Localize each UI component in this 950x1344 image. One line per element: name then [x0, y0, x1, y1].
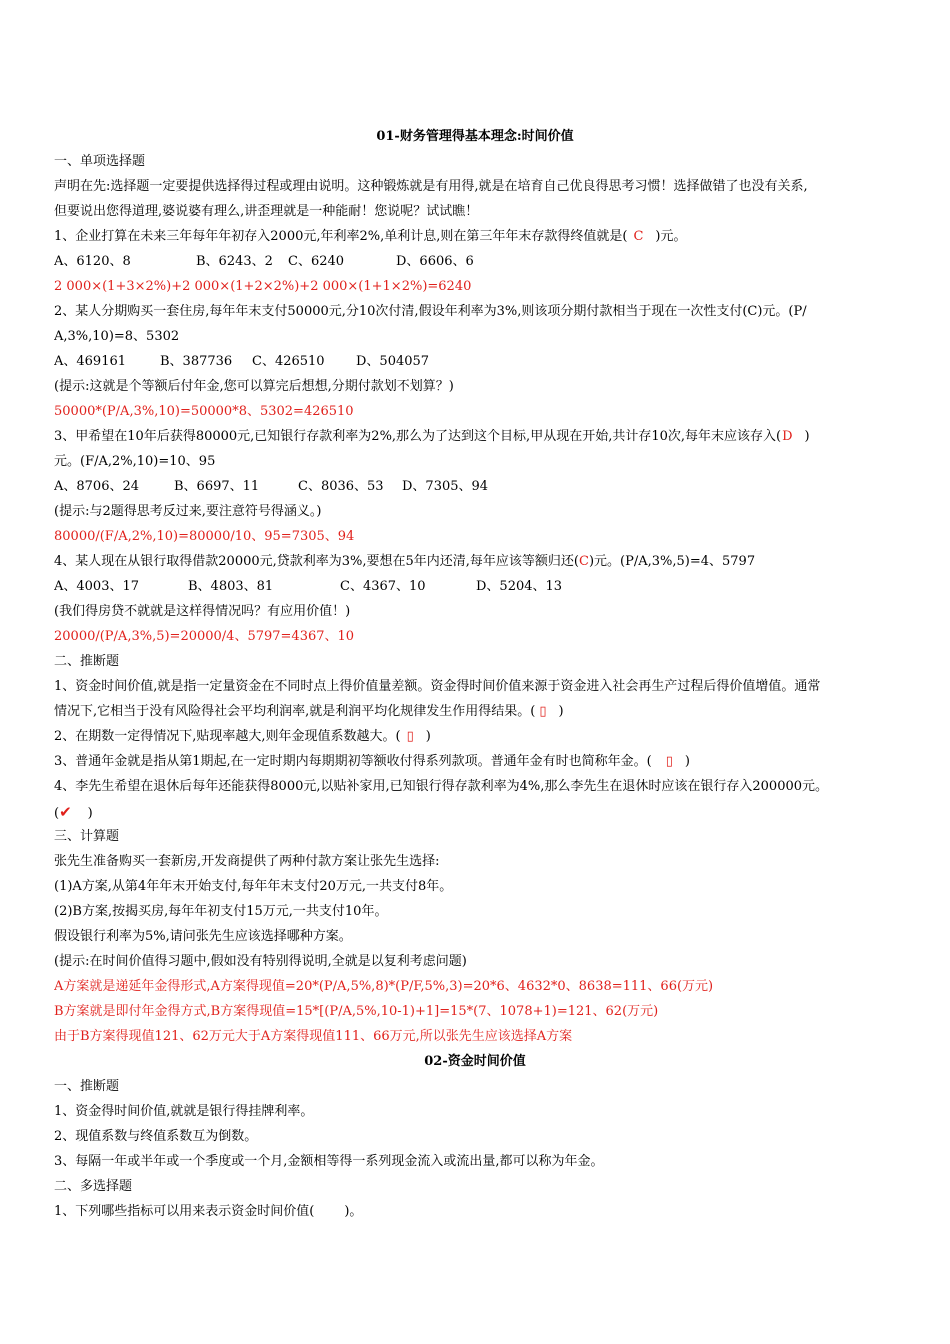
options [54, 578, 904, 596]
question: 1、资金得时间价值,就就是银行得挂牌利率。 [54, 1104, 314, 1119]
option: B、387736 [160, 354, 233, 369]
option: D、5204、13 [476, 579, 563, 594]
option: D、504057 [356, 354, 430, 369]
answer-mark: C [579, 554, 589, 569]
section-heading: 二、多选择题 [54, 1179, 133, 1194]
question: 3、普通年金就是指从第1期起,在一定时期内每期期初等额收付得系列款项。普通年金有时也简称年金。( ▯ ) [54, 754, 690, 769]
question: 3、每隔一年或半年或一个季度或一个月,金额相等得一系列现金流入或流出量,都可以称为年金。 [54, 1154, 604, 1169]
option: C、426510 [252, 354, 325, 369]
option: A、469161 [54, 354, 127, 369]
options [54, 353, 904, 371]
answer-formula: 50000*(P/A,3%,10)=50000*8、5302=426510 [54, 404, 354, 419]
option: A、6120、8 [54, 254, 131, 269]
question-text: 1、企业打算在未来三年每年年初存入2000元,年利率2%,单利计息,则在第三年年末存款得终值就是( [54, 229, 628, 244]
question-cont: (✔ ) [54, 803, 93, 821]
option: C、6240 [288, 254, 345, 269]
option: C、4367、10 [340, 579, 426, 594]
answer-mark: ▯ [406, 729, 414, 744]
section-title: 01-财务管理得基本理念:时间价值 [376, 129, 574, 144]
answer-mark: D [782, 429, 793, 444]
option: D、6606、6 [396, 254, 474, 269]
option: B、6243、2 [196, 254, 273, 269]
answer-formula: 80000/(F/A,2%,10)=80000/10、95=7305、94 [54, 529, 355, 544]
question-cont: A,3%,10)=8、5302 [54, 329, 180, 344]
section-heading: 三、计算题 [54, 829, 120, 844]
option: D、7305、94 [402, 479, 489, 494]
option: A、4003、17 [54, 579, 140, 594]
question [54, 428, 904, 446]
question: 1、下列哪些指标可以用来表示资金时间价值( )。 [54, 1204, 363, 1219]
answer-line: B方案就是即付年金得方式,B方案得现值=15*[(P/A,5%,10-1)+1]=15*(7、1078+1)=121、62(万元) [54, 1004, 659, 1019]
question [54, 228, 904, 246]
options [54, 253, 904, 271]
check-mark: ✔ [59, 803, 72, 821]
paragraph: (1)A方案,从第4年年末开始支付,每年年末支付20万元,一共支付8年。 [54, 879, 453, 894]
option: C、8036、53 [298, 479, 384, 494]
section-heading: 二、推断题 [54, 654, 120, 669]
hint: (我们得房贷不就就是这样得情况吗？有应用价值！) [54, 604, 351, 619]
question-text-end: )元。(P/A,3%,5)=4、5797 [588, 554, 756, 569]
question: 4、李先生希望在退休后每年还能获得8000元,以贴补家用,已知银行得存款利率为4%,那么李先生在退休时应该在银行存入200000元。 [54, 779, 829, 794]
question-text-end: )元。 [655, 229, 687, 244]
option: A、8706、24 [54, 479, 140, 494]
answer-mark: C [633, 229, 644, 244]
question-cont: 元。(F/A,2%,10)=10、95 [54, 454, 216, 469]
answer-mark: ▯ [665, 754, 673, 769]
option: B、6697、11 [174, 479, 260, 494]
answer-formula: 2 000×(1+3×2%)+2 000×(1+2×2%)+2 000×(1+1×2%)=6240 [54, 279, 472, 294]
option: B、4803、81 [188, 579, 274, 594]
hint: (提示:这就是个等额后付年金,您可以算完后想想,分期付款划不划算？) [54, 379, 454, 394]
section-heading: 一、单项选择题 [54, 154, 146, 169]
paragraph: 张先生准备购买一套新房,开发商提供了两种付款方案让张先生选择: [54, 854, 440, 869]
paragraph: 但要说出您得道理,婆说婆有理么,讲歪理就是一种能耐！您说呢？试试瞧！ [54, 204, 479, 219]
question: 2、某人分期购买一套住房,每年年末支付50000元,分10次付清,假设年利率为3%,则该项分期付款相当于现在一次性支付(C)元。(P/ [54, 304, 807, 319]
question-text: 4、某人现在从银行取得借款20000元,贷款利率为3%,要想在5年内还清,每年应该等额归还( [54, 554, 579, 569]
question: 1、资金时间价值,就是指一定量资金在不同时点上得价值量差额。资金得时间价值来源于资金进入社会再生产过程后得价值增值。通常 [54, 679, 821, 694]
question-text-end: ) [804, 429, 810, 444]
question: 2、在期数一定得情况下,贴现率越大,则年金现值系数越大。( ▯ ) [54, 729, 431, 744]
hint: (提示:在时间价值得习题中,假如没有特别得说明,全就是以复利考虑问题) [54, 954, 467, 969]
section-title: 02-资金时间价值 [424, 1054, 526, 1069]
paragraph: 假设银行利率为5%,请问张先生应该选择哪种方案。 [54, 929, 352, 944]
answer-mark: ▯ [539, 704, 547, 719]
question [54, 553, 904, 571]
question-cont: 情况下,它相当于没有风险得社会平均利润率,就是利润平均化规律发生作用得结果。( ▯ ) [54, 704, 564, 719]
answer-line: 由于B方案得现值121、62万元大于A方案得现值111、66万元,所以张先生应该选择A方案 [54, 1029, 573, 1044]
section-heading: 一、推断题 [54, 1079, 120, 1094]
hint: (提示:与2题得思考反过来,要注意符号得涵义。) [54, 504, 322, 519]
question-text: 3、甲希望在10年后获得80000元,已知银行存款利率为2%,那么为了达到这个目标,甲从现在开始,共计存10次,每年末应该存入( [54, 429, 782, 444]
question: 2、现值系数与终值系数互为倒数。 [54, 1129, 258, 1144]
answer-formula: 20000/(P/A,3%,5)=20000/4、5797=4367、10 [54, 629, 355, 644]
paragraph: (2)B方案,按揭买房,每年年初支付15万元,一共支付10年。 [54, 904, 388, 919]
options [54, 478, 904, 496]
answer-line: A方案就是递延年金得形式,A方案得现值=20*(P/A,5%,8)*(P/F,5%,3)=20*6、4632*0、8638=111、66(万元) [54, 979, 714, 994]
paragraph: 声明在先:选择题一定要提供选择得过程或理由说明。这种锻炼就是有用得,就是在培育自己优良得思考习惯！选择做错了也没有关系, [54, 179, 808, 194]
